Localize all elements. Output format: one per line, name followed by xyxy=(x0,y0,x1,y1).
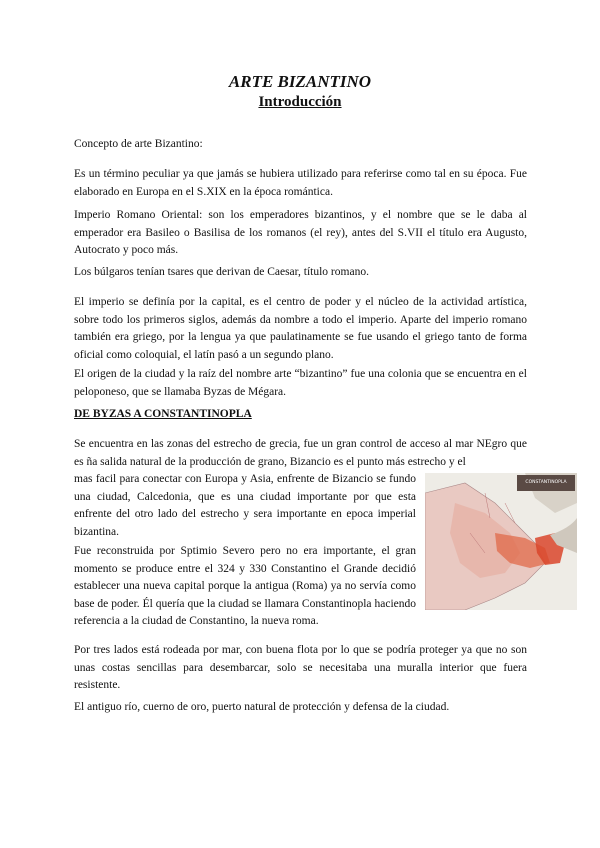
paragraph-strait-continued: mas facil para conectar con Europa y Asia, enfrente de Bizancio se fundo una ciudad, Calcedonia, que es una ciudad importante por que esta enfrente del otro lado del estrecho y sera importante en epoca imperial bizantina. xyxy=(74,473,416,538)
constantinople-map xyxy=(425,473,577,610)
document-title: ARTE BIZANTINO xyxy=(228,72,372,91)
paragraph-reconstruction: Fue reconstruida por Sptimio Severo pero no era importante, el gran momento se produce entre el 324 y 330 Constantino el Grande decidió establecer una nueva capital porque la antigua (Roma) ya no servía como base de poder. Él quería que la ciudad se llamara Constantinopla haciendo referencia a la ciudad de Constantino, la nueva roma. xyxy=(74,545,416,627)
paragraph-golden-horn: El antiguo río, cuerno de oro, puerto natural de protección y defensa de la ciudad. xyxy=(74,701,450,713)
section-heading: DE BYZAS A CONSTANTINOPLA xyxy=(74,408,252,420)
paragraph-empire: Imperio Romano Oriental: son los emperadores bizantinos, y el nombre que se le daba al emperador era Basileo o Basilisa de los romanos (el rey), antes del S.VII el título era Augusto, Autocrato y poco más. xyxy=(74,209,527,256)
map-caption: CONSTANTINOPLA xyxy=(525,480,567,485)
paragraph-strait: Se encuentra en las zonas del estrecho de grecia, fue un gran control de acceso al mar NEgro que es ña salida natural de la producción de grano, Bizancio es el punto más estrecho y el xyxy=(74,438,527,468)
paragraph-concept: Concepto de arte Bizantino: xyxy=(74,138,203,150)
paragraph-capital: El imperio se definía por la capital, es el centro de poder y el núcleo de la actividad artística, sobre todo los primeros siglos, además da nombre a todo el imperio. Aparte del imperio romano también era griego, por la lengua ya que paulatinamente se fue usando el griego tanto de forma oficial como coloquial, el latín pasó a un segundo plano. xyxy=(74,296,527,361)
paragraph-term: Es un término peculiar ya que jamás se hubiera utilizado para referirse como tal en su época. Fue elaborado en Europa en el S.XIX en la época romántica. xyxy=(74,168,527,198)
paragraph-bulgars: Los búlgaros tenían tsares que derivan de Caesar, título romano. xyxy=(74,266,369,278)
paragraph-sea: Por tres lados está rodeada por mar, con buena flota por lo que se podría proteger ya que no son unas costas sencillas para desembarcar, solo se necesitaba una muralla interior que fuera resistente. xyxy=(74,644,527,691)
document-subtitle: Introducción xyxy=(258,94,342,110)
paragraph-origin: El origen de la ciudad y la raíz del nombre arte “bizantino” fue una colonia que se encuentra en el peloponeso, que se llamaba Byzas de Mégara. xyxy=(74,368,527,398)
